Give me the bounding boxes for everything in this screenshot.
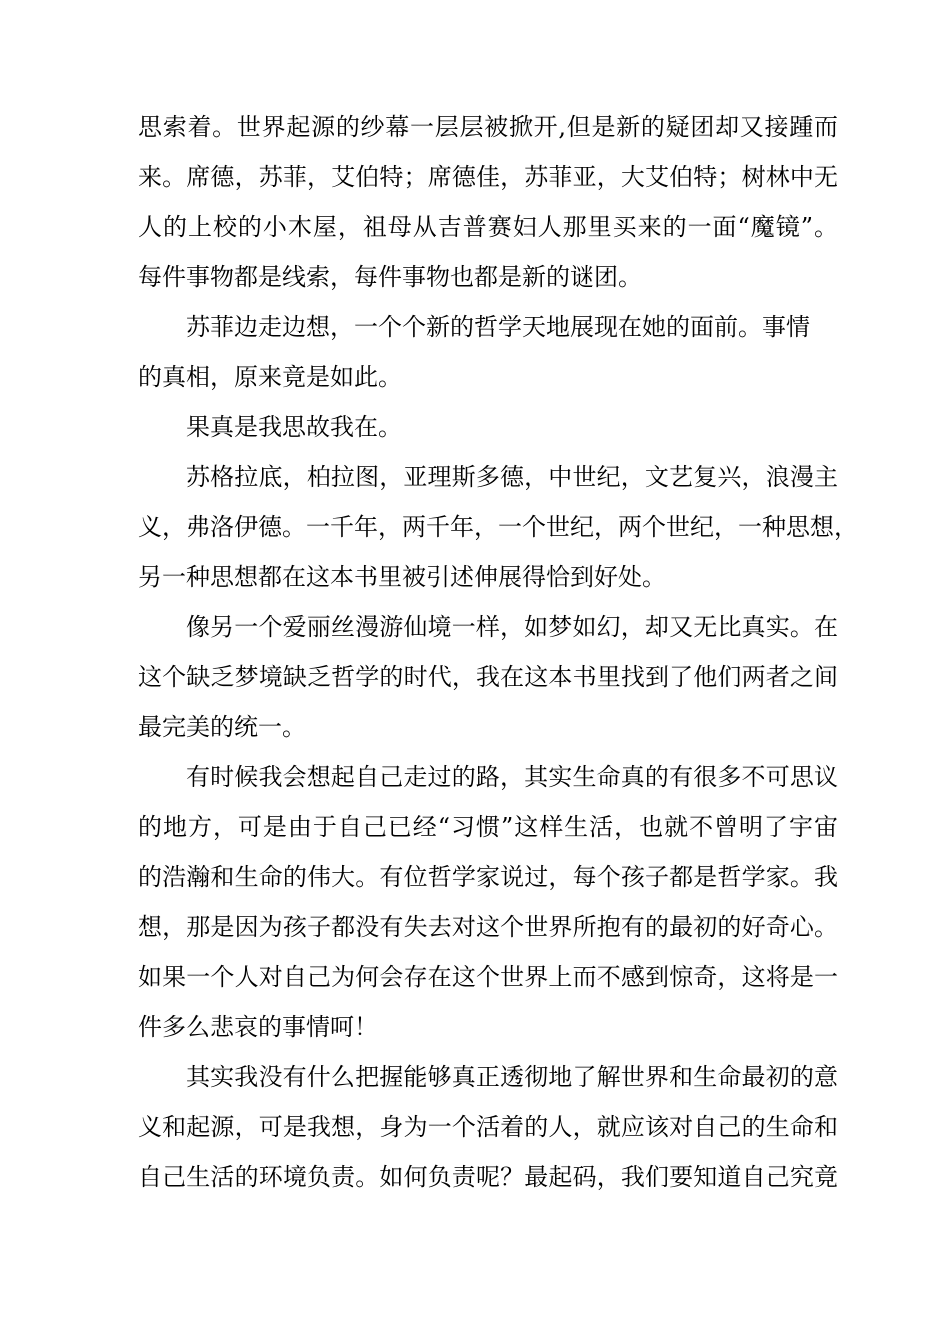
text-line: 人的上校的小木屋，祖母从吉普赛妇人那里买来的一面“魔镜”。 [138,213,838,241]
text-line: 自己生活的环境负责。如何负责呢？最起码，我们要知道自己究竟 [138,1163,838,1191]
text-line: 的浩瀚和生命的伟大。有位哲学家说过，每个孩子都是哲学家。我 [138,863,838,891]
text-line: 其实我没有什么把握能够真正透彻地了解世界和生命最初的意 [186,1063,838,1091]
text-line: 像另一个爱丽丝漫游仙境一样，如梦如幻，却又无比真实。在 [186,613,838,641]
text-line: 每件事物都是线索，每件事物也都是新的谜团。 [138,263,642,291]
text-line: 的地方，可是由于自己已经“习惯”这样生活，也就不曾明了宇宙 [138,813,838,841]
text-line: 想，那是因为孩子都没有失去对这个世界所抱有的最初的好奇心。 [138,913,838,941]
text-line: 件多么悲哀的事情呵！ [138,1013,378,1041]
text-line: 义，弗洛伊德。一千年，两千年，一个世纪，两个世纪，一种思想， [138,513,858,541]
text-line: 苏菲边走边想，一个个新的哲学天地展现在她的面前。事情 [186,313,810,341]
text-line: 思索着。世界起源的纱幕一层层被掀开,但是新的疑团却又接踵而 [138,113,838,141]
text-line: 义和起源，可是我想，身为一个活着的人，就应该对自己的生命和 [138,1113,838,1141]
text-line: 的真相，原来竟是如此。 [138,363,402,391]
text-line: 来。席德，苏菲，艾伯特；席德佳，苏菲亚，大艾伯特；树林中无 [138,163,838,191]
text-line: 如果一个人对自己为何会存在这个世界上而不感到惊奇，这将是一 [138,963,838,991]
body-text [138,102,858,1202]
text-line: 这个缺乏梦境缺乏哲学的时代，我在这本书里找到了他们两者之间 [138,663,838,691]
text-line: 最完美的统一。 [138,713,306,741]
text-line: 另一种思想都在这本书里被引述伸展得恰到好处。 [138,563,666,591]
text-line: 果真是我思故我在。 [186,413,402,441]
text-line: 有时候我会想起自己走过的路，其实生命真的有很多不可思议 [186,763,838,791]
text-line: 苏格拉底，柏拉图，亚理斯多德，中世纪，文艺复兴，浪漫主 [186,463,838,491]
